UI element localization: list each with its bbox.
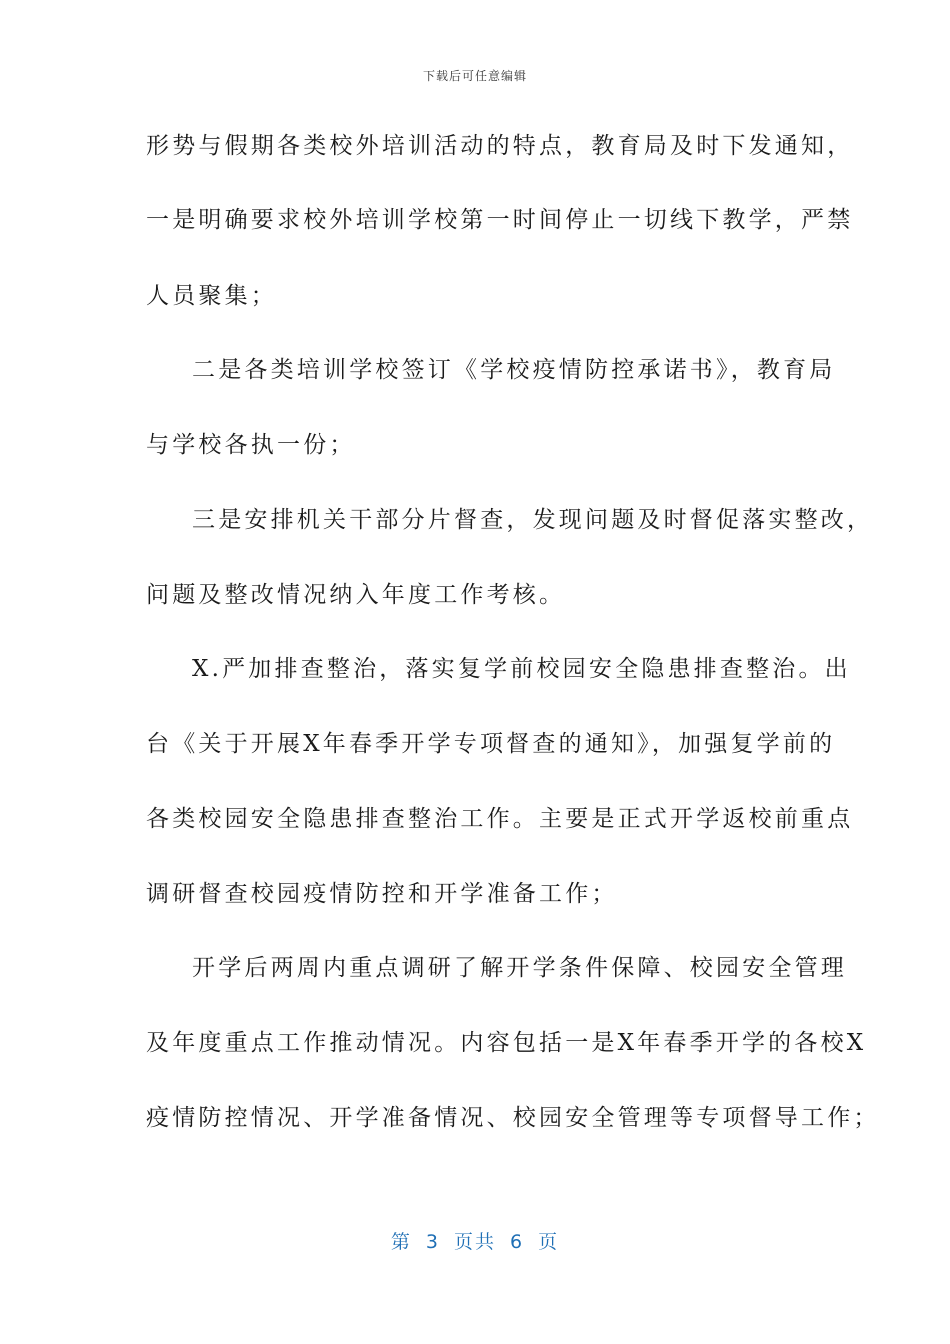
- text-line: 开学后两周内重点调研了解开学条件保障、校园安全管理: [192, 955, 847, 981]
- text-line: X.严加排查整治，落实复学前校园安全隐患排查整治。出: [192, 656, 851, 682]
- text-line: 调研督查校园疫情防控和开学准备工作；: [146, 881, 618, 907]
- page-number: 第 3 页共 6 页: [390, 1231, 560, 1253]
- text-line: 台《关于开展X年春季开学专项督查的通知》，加强复学前的: [146, 731, 836, 757]
- text-line: 形势与假期各类校外培训活动的特点，教育局及时下发通知，: [146, 133, 854, 159]
- text-line: 与学校各执一份；: [146, 432, 356, 458]
- text-line: 及年度重点工作推动情况。内容包括一是X年春季开学的各校X: [146, 1030, 867, 1056]
- text-line: 各类校园安全隐患排查整治工作。主要是正式开学返校前重点: [146, 806, 854, 832]
- text-line: 二是各类培训学校签订《学校疫情防控承诺书》，教育局: [192, 357, 836, 383]
- text-line: 疫情防控情况、开学准备情况、校园安全管理等专项督导工作；: [146, 1105, 880, 1131]
- text-line: 人员聚集；: [146, 283, 277, 309]
- text-line: 三是安排机关干部分片督查，发现问题及时督促落实整改，: [192, 507, 874, 533]
- text-line: 问题及整改情况纳入年度工作考核。: [146, 582, 566, 608]
- header-note: 下载后可任意编辑: [422, 69, 527, 83]
- text-line: 一是明确要求校外培训学校第一时间停止一切线下教学，严禁: [146, 207, 854, 233]
